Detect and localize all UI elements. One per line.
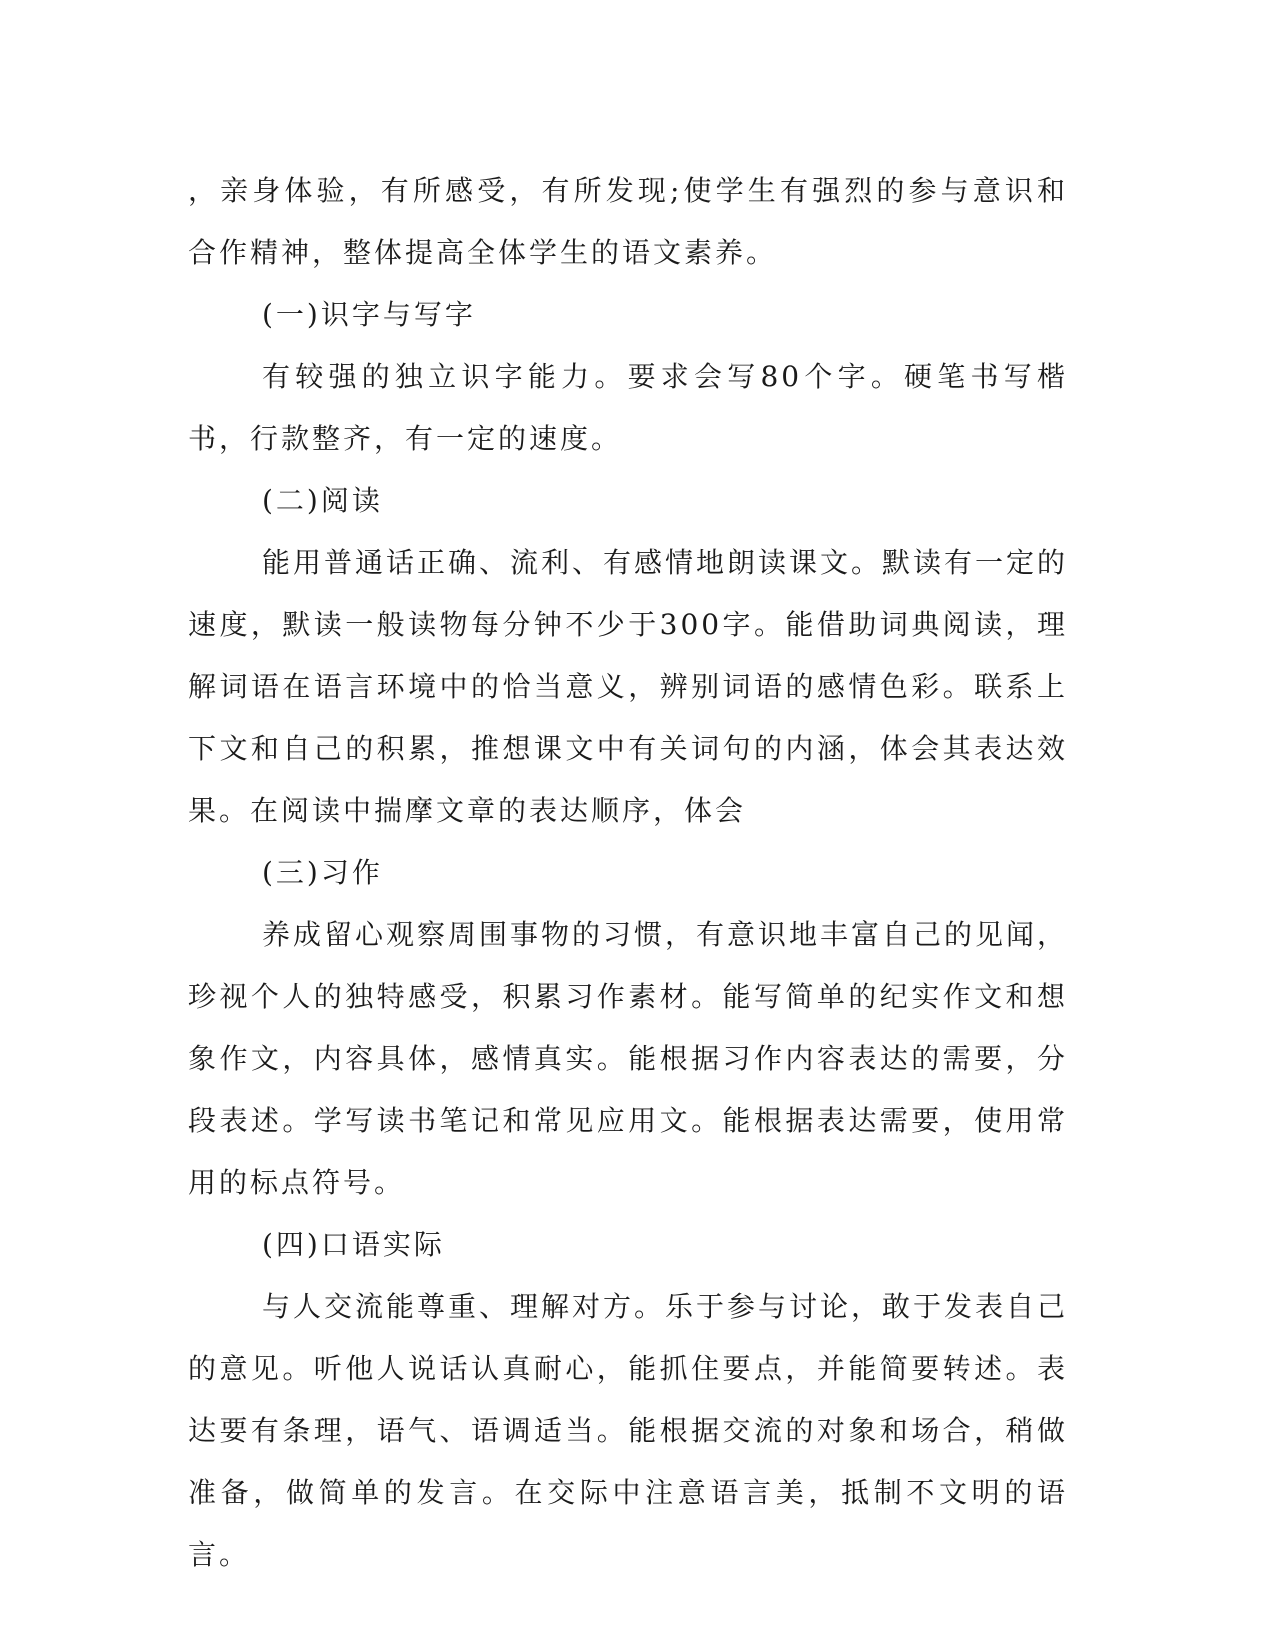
paragraph-intro-continuation: ，亲身体验，有所感受，有所发现;使学生有强烈的参与意识和合作精神，整体提高全体学生的语文素养。 (188, 174, 1068, 269)
paragraph-literacy: 有较强的独立识字能力。要求会写80个字。硬笔书写楷书，行款整齐，有一定的速度。 (188, 360, 1068, 455)
section-heading-oral: (四)口语实际 (262, 1228, 445, 1261)
paragraph-oral: 与人交流能尊重、理解对方。乐于参与讨论，敢于发表自己的意见。听他人说话认真耐心，能抓住要点，并能简要转述。表达要有条理，语气、语调适当。能根据交流的对象和场合，稍做准备，做简单的发言。在交际中注意语言美，抵制不文明的语言。 (188, 1290, 1069, 1571)
paragraph-reading: 能用普通话正确、流利、有感情地朗读课文。默读有一定的速度，默读一般读物每分钟不少于300字。能借助词典阅读，理解词语在语言环境中的恰当意义，辨别词语的感情色彩。联系上下文和自己的积累，推想课文中有关词句的内涵，体会其表达效果。在阅读中揣摩文章的表达顺序，体会 (188, 546, 1069, 827)
document-body (188, 160, 1068, 1586)
section-heading-reading: (二)阅读 (262, 484, 383, 517)
section-heading-writing: (三)习作 (262, 856, 383, 889)
paragraph-writing: 养成留心观察周围事物的习惯，有意识地丰富自己的见闻，珍视个人的独特感受，积累习作素材。能写简单的纪实作文和想象作文，内容具体，感情真实。能根据习作内容表达的需要，分段表述。学写读书笔记和常见应用文。能根据表达需要，使用常用的标点符号。 (188, 918, 1069, 1199)
section-heading-literacy: (一)识字与写字 (262, 298, 476, 331)
